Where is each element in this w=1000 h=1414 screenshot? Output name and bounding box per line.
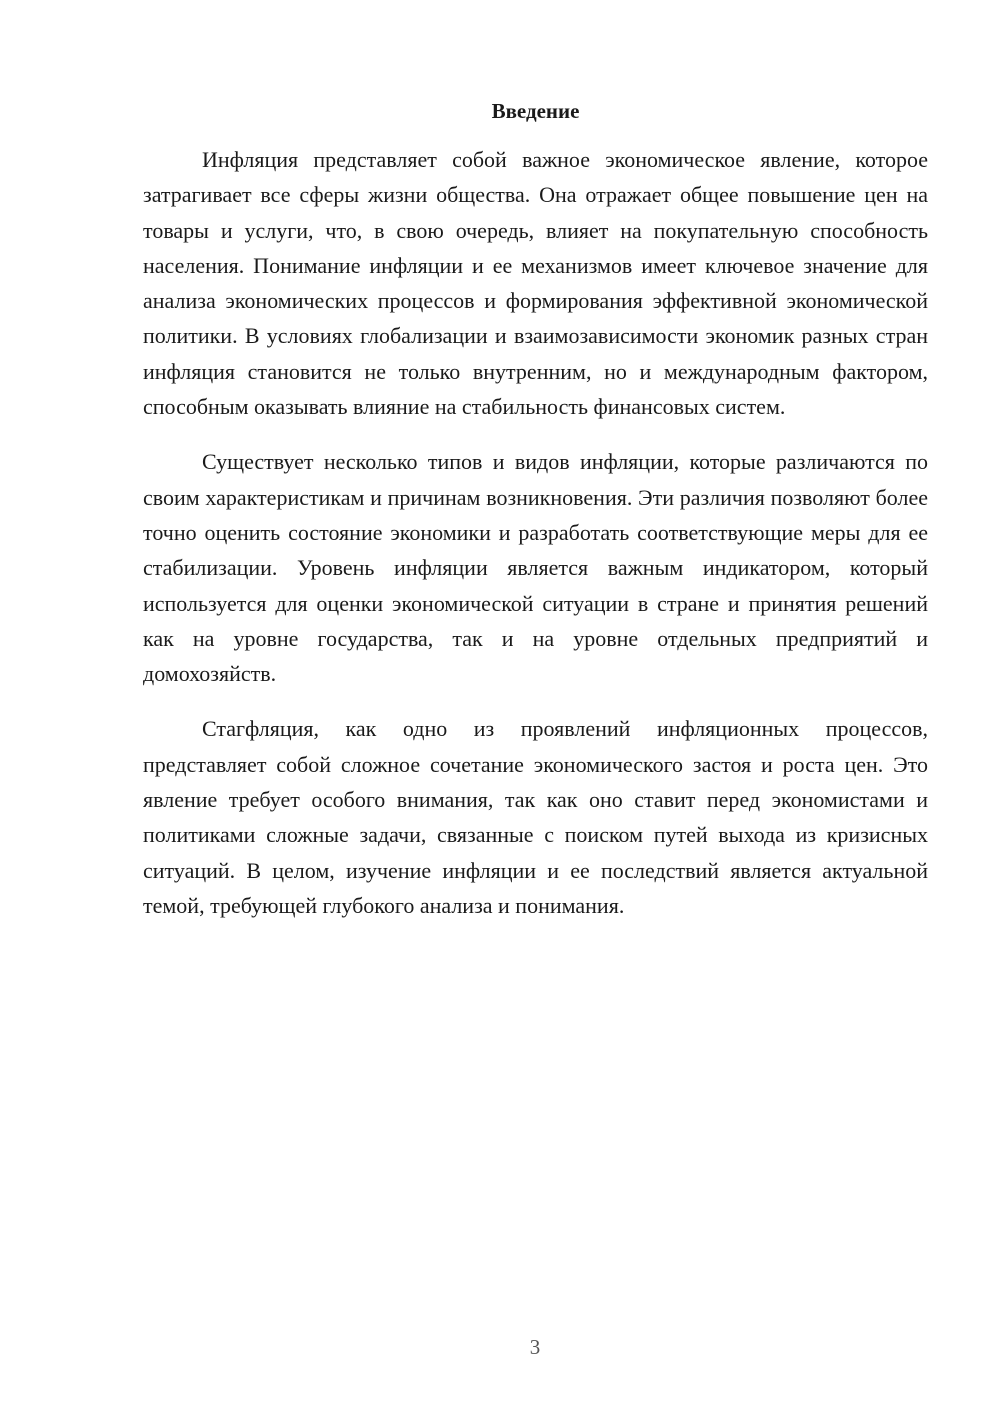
paragraph-types: Существует несколько типов и видов инфляции, которые различаются по своим характеристикам и причинам возникновения. Эти различия позволяют более точно оценить состояние экономики и разработать соответствующие меры для ее стабилизации. Уровень инфляции является важным индикатором, который используется для оценки экономической ситуации в стране и принятия решений как на уровне государства, так и на уровне отдельных предприятий и домохозяйств. [143,449,928,687]
paragraph-stagflation: Стагфляция, как одно из проявлений инфляционных процессов, представляет собой сложное сочетание экономического застоя и роста цен. Это явление требует особого внимания, так как оно ставит перед экономистами и политиками сложные задачи, связанные с поиском путей выхода из кризисных ситуаций. В целом, изучение инфляции и ее последствий является актуальной темой, требующей глубокого анализа и понимания. [143,716,928,918]
paragraph-intro: Инфляция представляет собой важное экономическое явление, которое затрагивает все сферы жизни общества. Она отражает общее повышение цен на товары и услуги, что, в свою очередь, влияет на покупательную способность населения. Понимание инфляции и ее механизмов имеет ключевое значение для анализа экономических процессов и формирования эффективной экономической политики. В условиях глобализации и взаимозависимости экономик разных стран инфляция становится не только внутренним, но и международным фактором, способным оказывать влияние на стабильность финансовых систем. [143,147,928,420]
section-heading: Введение [491,99,580,123]
page-number: 3 [529,1335,541,1359]
body-text [143,142,928,943]
